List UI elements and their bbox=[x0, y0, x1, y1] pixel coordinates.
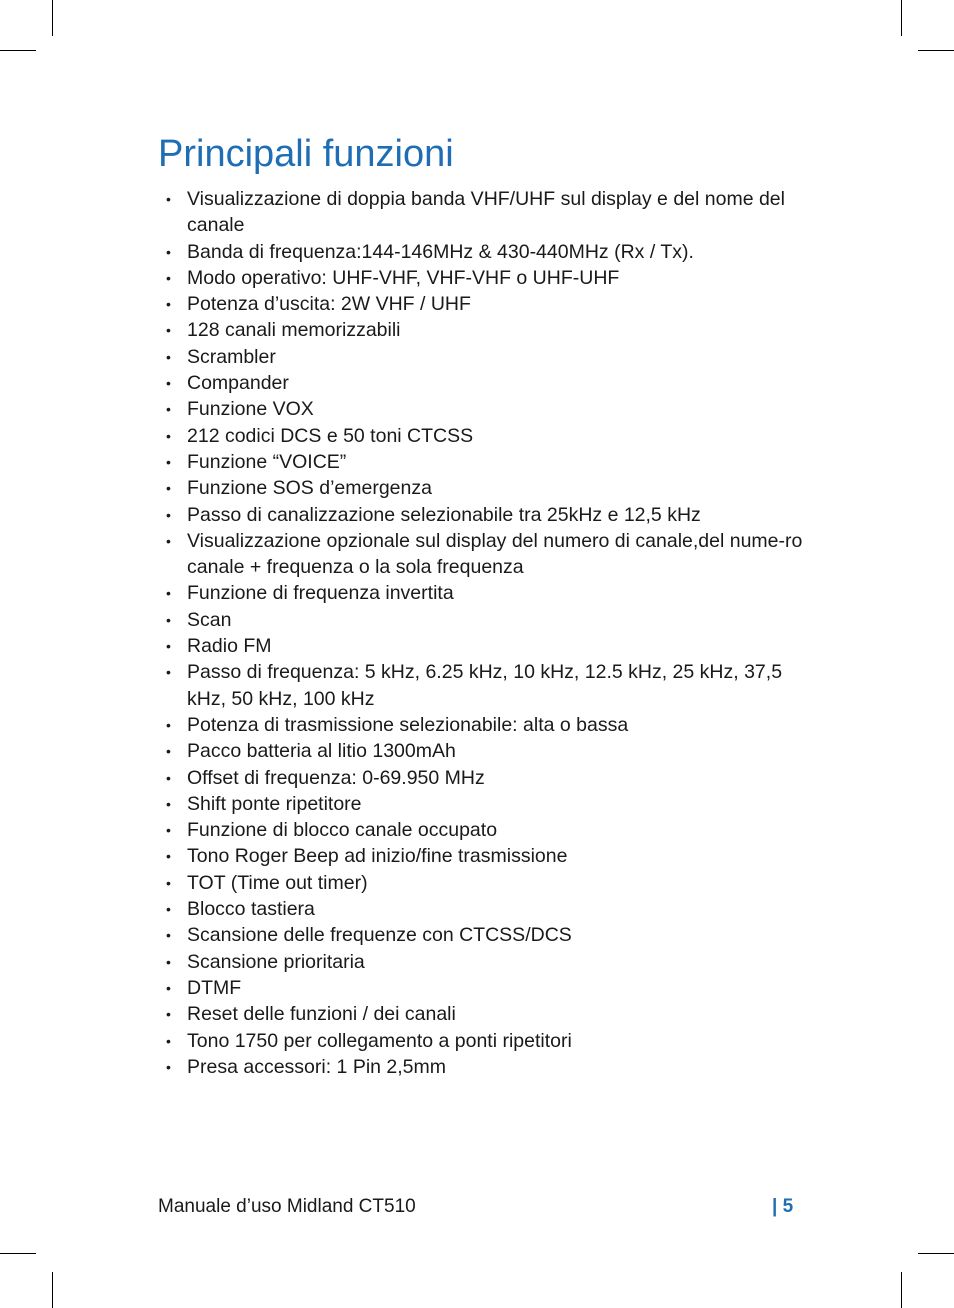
feature-item bbox=[158, 791, 808, 817]
feature-text: Passo di frequenza: 5 kHz, 6.25 kHz, 10 kHz, 12.5 kHz, 25 kHz, 37,5 kHz, 50 kHz, 100 kHz bbox=[187, 661, 783, 710]
feature-text: Tono Roger Beep ad inizio/fine trasmissione bbox=[187, 845, 568, 868]
feature-item bbox=[158, 843, 808, 869]
bullet-icon: • bbox=[166, 243, 171, 260]
feature-text: Funzione “VOICE” bbox=[187, 450, 347, 473]
crop-mark-bottom-right-horizontal bbox=[918, 1253, 954, 1254]
feature-text: Visualizzazione opzionale sul display del numero di canale,del nume-ro canale + frequenza o la sola frequenza bbox=[187, 529, 803, 579]
feature-text: Banda di frequenza:144-146MHz & 430-440MHz (Rx / Tx). bbox=[187, 240, 694, 263]
feature-text: Scan bbox=[187, 608, 232, 631]
bullet-icon: • bbox=[166, 532, 171, 549]
bullet-icon: • bbox=[166, 375, 171, 392]
bullet-icon: • bbox=[166, 480, 171, 497]
feature-text: Funzione SOS d’emergenza bbox=[187, 477, 432, 500]
bullet-icon: • bbox=[166, 191, 171, 207]
feature-item bbox=[158, 502, 808, 528]
feature-list bbox=[158, 186, 808, 1080]
feature-item bbox=[158, 239, 808, 265]
crop-mark-bottom-right-vertical bbox=[901, 1272, 902, 1308]
feature-text: DTMF bbox=[187, 976, 242, 999]
feature-item bbox=[158, 738, 808, 764]
bullet-icon: • bbox=[166, 848, 171, 865]
bullet-icon: • bbox=[166, 664, 171, 681]
feature-text: Scrambler bbox=[187, 345, 276, 368]
bullet-icon: • bbox=[166, 927, 171, 944]
feature-item bbox=[158, 291, 808, 317]
feature-text: Passo di canalizzazione selezionabile tra 25kHz e 12,5 kHz bbox=[187, 503, 701, 526]
feature-item bbox=[158, 370, 808, 396]
bullet-icon: • bbox=[166, 611, 171, 628]
bullet-icon: • bbox=[166, 979, 171, 996]
bullet-icon: • bbox=[166, 453, 171, 470]
feature-item bbox=[158, 949, 808, 975]
bullet-icon: • bbox=[166, 427, 171, 444]
feature-text: Tono 1750 per collegamento a ponti ripetitori bbox=[187, 1029, 572, 1052]
page-title: Principali funzioni bbox=[158, 133, 454, 175]
feature-item bbox=[158, 317, 808, 343]
bullet-icon: • bbox=[166, 401, 171, 418]
feature-item bbox=[158, 922, 808, 948]
feature-text: Scansione delle frequenze con CTCSS/DCS bbox=[187, 924, 572, 947]
page-number: | 5 bbox=[772, 1196, 794, 1217]
bullet-icon: • bbox=[166, 1032, 171, 1049]
bullet-icon: • bbox=[166, 1058, 171, 1075]
crop-mark-top-right-vertical bbox=[901, 0, 902, 36]
bullet-icon: • bbox=[166, 953, 171, 970]
feature-text: 128 canali memorizzabili bbox=[187, 319, 401, 342]
bullet-icon: • bbox=[166, 901, 171, 918]
feature-text: TOT (Time out timer) bbox=[187, 871, 368, 894]
feature-text: 212 codici DCS e 50 toni CTCSS bbox=[187, 424, 474, 447]
feature-item bbox=[158, 449, 808, 475]
feature-item bbox=[158, 633, 808, 659]
feature-text: Modo operativo: UHF-VHF, VHF-VHF o UHF-UHF bbox=[187, 266, 620, 289]
feature-item bbox=[158, 896, 808, 922]
bullet-icon: • bbox=[166, 269, 171, 286]
feature-text: Funzione VOX bbox=[187, 398, 314, 421]
feature-item bbox=[158, 396, 808, 422]
feature-item bbox=[158, 186, 808, 239]
feature-item bbox=[158, 975, 808, 1001]
feature-text: Funzione di frequenza invertita bbox=[187, 582, 454, 605]
bullet-icon: • bbox=[166, 506, 171, 523]
feature-text: Radio FM bbox=[187, 635, 272, 658]
bullet-icon: • bbox=[166, 795, 171, 812]
bullet-icon: • bbox=[166, 822, 171, 839]
feature-item bbox=[158, 712, 808, 738]
bullet-icon: • bbox=[166, 769, 171, 786]
feature-text: Reset delle funzioni / dei canali bbox=[187, 1003, 456, 1026]
feature-item bbox=[158, 580, 808, 606]
bullet-icon: • bbox=[166, 296, 171, 313]
bullet-icon: • bbox=[166, 348, 171, 365]
feature-text: Visualizzazione di doppia banda VHF/UHF sul display e del nome del canale bbox=[187, 188, 785, 237]
feature-item bbox=[158, 265, 808, 291]
feature-text: Funzione di blocco canale occupato bbox=[187, 819, 498, 842]
feature-item bbox=[158, 1028, 808, 1054]
feature-item bbox=[158, 423, 808, 449]
feature-item bbox=[158, 475, 808, 501]
feature-item bbox=[158, 765, 808, 791]
crop-mark-bottom-left-vertical bbox=[52, 1272, 53, 1308]
feature-item bbox=[158, 817, 808, 843]
bullet-icon: • bbox=[166, 716, 171, 733]
feature-item bbox=[158, 870, 808, 896]
feature-text: Presa accessori: 1 Pin 2,5mm bbox=[187, 1055, 447, 1078]
bullet-icon: • bbox=[166, 638, 171, 655]
footer-manual-title: Manuale d’uso Midland CT510 bbox=[158, 1196, 416, 1217]
crop-mark-top-right-horizontal bbox=[918, 50, 954, 51]
feature-item bbox=[158, 1054, 808, 1080]
feature-text: Offset di frequenza: 0-69.950 MHz bbox=[187, 766, 485, 789]
feature-item bbox=[158, 344, 808, 370]
bullet-icon: • bbox=[166, 585, 171, 602]
feature-item bbox=[158, 659, 808, 712]
feature-item bbox=[158, 528, 808, 581]
feature-text: Blocco tastiera bbox=[187, 898, 315, 921]
bullet-icon: • bbox=[166, 743, 171, 760]
feature-text: Compander bbox=[187, 372, 289, 395]
crop-mark-top-left-horizontal bbox=[0, 50, 36, 51]
crop-mark-top-left-vertical bbox=[52, 0, 53, 36]
bullet-icon: • bbox=[166, 322, 171, 339]
feature-text: Shift ponte ripetitore bbox=[187, 792, 362, 815]
bullet-icon: • bbox=[166, 874, 171, 891]
feature-item bbox=[158, 607, 808, 633]
feature-item bbox=[158, 1001, 808, 1027]
feature-text: Pacco batteria al litio 1300mAh bbox=[187, 740, 456, 763]
feature-text: Scansione prioritaria bbox=[187, 950, 365, 973]
crop-mark-bottom-left-horizontal bbox=[0, 1253, 36, 1254]
bullet-icon: • bbox=[166, 1006, 171, 1023]
feature-text: Potenza di trasmissione selezionabile: alta o bassa bbox=[187, 713, 629, 736]
feature-text: Potenza d’uscita: 2W VHF / UHF bbox=[187, 293, 471, 316]
